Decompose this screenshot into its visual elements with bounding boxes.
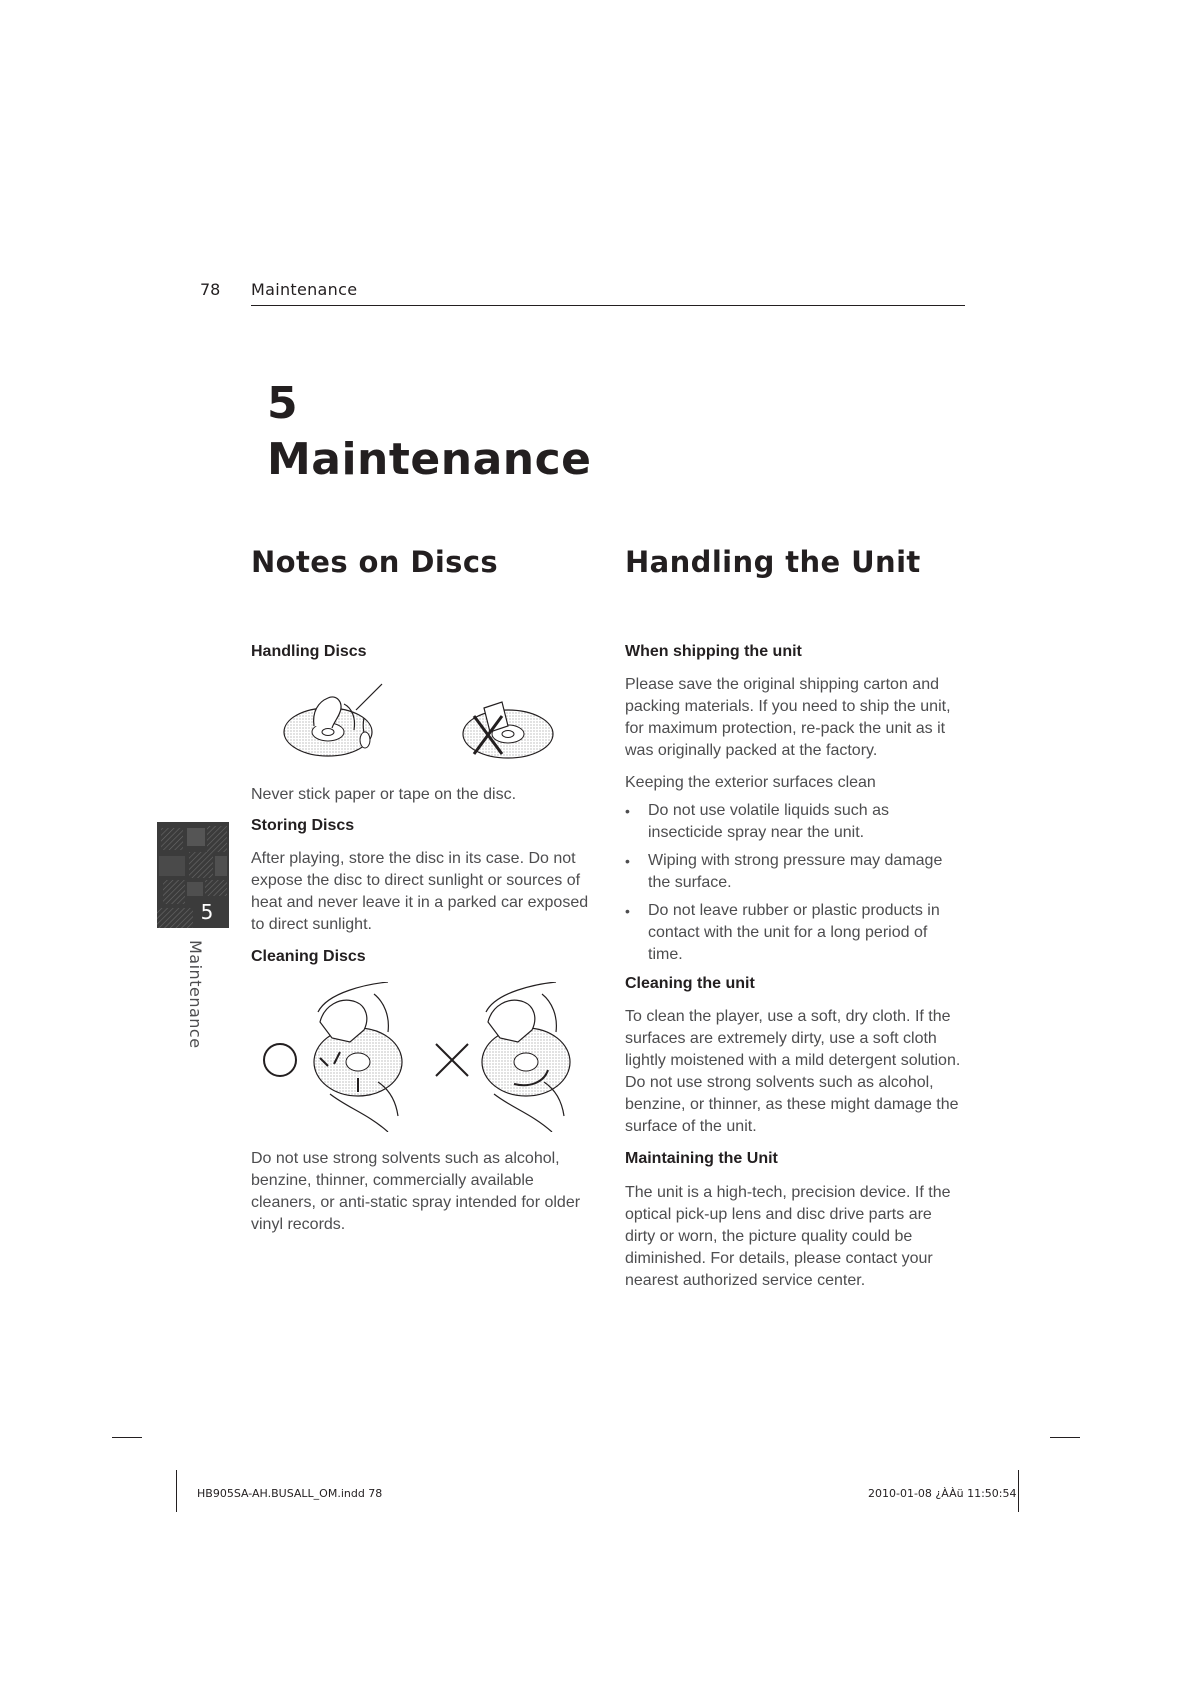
handling-discs-illustration bbox=[278, 682, 568, 762]
cleaning-discs-title: Cleaning Discs bbox=[251, 948, 366, 965]
header-rule bbox=[251, 305, 965, 306]
shipping-text: Please save the original shipping carton and packing materials. If you need to ship the unit, for maximum protection, re-pack the unit as it was originally packed at the factory. bbox=[625, 676, 951, 759]
exterior-bullet: • Do not use volatile liquids such as insecticide spray near the unit. bbox=[625, 800, 965, 844]
no-paper-on-disc-icon bbox=[463, 702, 553, 758]
maintaining-title: Maintaining the Unit bbox=[625, 1150, 778, 1167]
radial-wipe-disc-icon bbox=[314, 982, 402, 1132]
correct-wipe-circle-icon bbox=[264, 1044, 296, 1076]
exterior-intro: Keeping the exterior surfaces clean bbox=[625, 774, 876, 791]
chapter-side-tab bbox=[157, 822, 229, 928]
cleaning-discs-illustration bbox=[258, 982, 578, 1132]
side-tab-label: Maintenance bbox=[186, 940, 205, 1049]
side-tab-number: 5 bbox=[200, 900, 214, 924]
storing-discs-title: Storing Discs bbox=[251, 817, 355, 834]
correct-hold-disc-icon bbox=[284, 684, 382, 756]
crop-mark bbox=[176, 1470, 177, 1512]
circular-wipe-disc-icon bbox=[482, 982, 570, 1132]
exterior-bullet-list bbox=[625, 800, 965, 972]
handling-the-unit-heading: Handling the Unit bbox=[625, 545, 921, 579]
crop-mark bbox=[1018, 1470, 1019, 1512]
exterior-bullet: • Do not leave rubber or plastic products in contact with the unit for a long period of time. bbox=[625, 900, 965, 966]
footer-timestamp: 2010-01-08 ¿ÀÀü 11:50:54 bbox=[868, 1487, 1017, 1500]
cleaning-unit-text: To clean the player, use a soft, dry cloth. If the surfaces are extremely dirty, use a soft cloth lightly moistened with a mild detergent solution. Do not use strong solvents such as alcohol, benzine, or thinner, as these might damage the surface of the unit. bbox=[625, 1008, 961, 1135]
shipping-title: When shipping the unit bbox=[625, 643, 802, 660]
exterior-bullet: • Wiping with strong pressure may damage the surface. bbox=[625, 850, 965, 894]
page-number: 78 bbox=[200, 280, 221, 299]
notes-on-discs-heading: Notes on Discs bbox=[251, 545, 499, 579]
handling-discs-title: Handling Discs bbox=[251, 643, 367, 660]
crop-mark bbox=[1050, 1437, 1080, 1438]
chapter-title: Maintenance bbox=[267, 434, 592, 485]
crop-mark bbox=[112, 1437, 142, 1438]
running-header-title: Maintenance bbox=[251, 280, 358, 299]
handling-discs-text: Never stick paper or tape on the disc. bbox=[251, 786, 517, 803]
storing-discs-text: After playing, store the disc in its case. Do not expose the disc to direct sunlight or sources of heat and never leave it in a parked car exposed to direct sunlight. bbox=[251, 850, 589, 933]
chapter-number: 5 bbox=[267, 378, 298, 429]
wrong-wipe-cross-icon bbox=[436, 1044, 468, 1076]
cleaning-discs-text: Do not use strong solvents such as alcohol, benzine, thinner, commercially available cleaners, or anti-static spray intended for older vinyl records. bbox=[251, 1150, 581, 1233]
footer-filename: HB905SA-AH.BUSALL_OM.indd 78 bbox=[197, 1487, 383, 1500]
maintaining-text: The unit is a high-tech, precision device. If the optical pick-up lens and disc drive parts are dirty or worn, the picture quality could be diminished. For details, please contact your nearest authorized service center. bbox=[625, 1184, 951, 1289]
cleaning-unit-title: Cleaning the unit bbox=[625, 975, 755, 992]
